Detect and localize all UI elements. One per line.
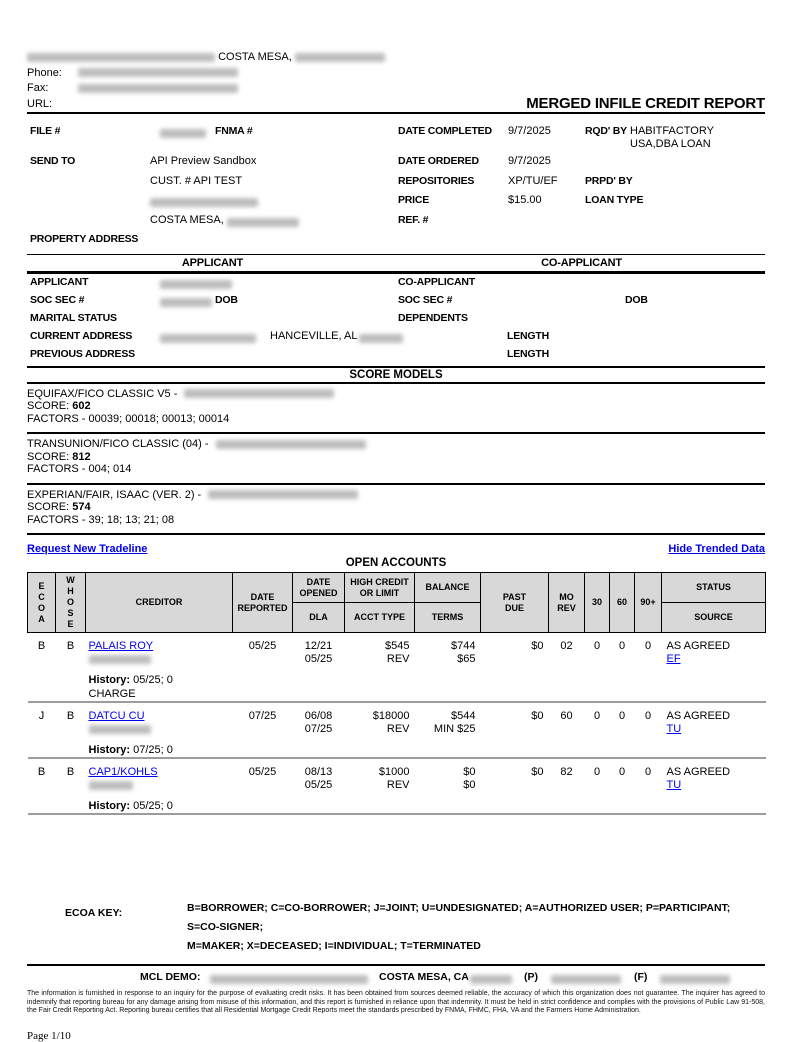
prpd-by-label: PRPD' BY: [585, 174, 633, 187]
status-cell: [662, 758, 766, 792]
mcl-demo-label: MCL DEMO:: [140, 971, 201, 983]
score-model-line: [27, 388, 765, 401]
acct-type-value: REV: [386, 779, 410, 791]
whose-value: B: [66, 640, 75, 652]
previous-address-label: PREVIOUS ADDRESS: [30, 347, 135, 360]
history-row: [28, 736, 766, 758]
creditor-link[interactable]: PALAIS ROY: [88, 640, 154, 652]
history-value: 07/25; 0: [133, 744, 173, 756]
phone-label: Phone:: [27, 66, 62, 79]
history-label: History:: [88, 674, 131, 686]
price-label: PRICE: [398, 194, 430, 206]
table-row: [28, 633, 766, 667]
status-cell: [662, 633, 766, 667]
date-completed-value: 9/7/2025: [508, 125, 551, 137]
loan-type-label: LOAN TYPE: [585, 194, 644, 206]
terms-value: $0: [463, 779, 476, 791]
whose-value: B: [66, 766, 75, 778]
length-label-current: LENGTH: [507, 329, 549, 342]
file-number-label: FILE #: [30, 125, 61, 137]
letterhead-city: COSTA MESA,: [218, 51, 292, 63]
redacted-applicant-id: [208, 490, 358, 499]
date-opened-dla-cell: [293, 702, 345, 736]
redacted-send-to-state-zip: [227, 218, 299, 227]
soc-sec-row: [27, 292, 765, 310]
source-link[interactable]: TU: [666, 723, 682, 735]
marital-status-row: [27, 310, 765, 328]
high-credit-value: $545: [385, 640, 410, 652]
account-row-datcu-cu: [28, 702, 766, 758]
redacted-mcl-fax: [660, 975, 730, 984]
send-to-name: API Preview Sandbox: [150, 155, 257, 167]
history-cell: [86, 792, 766, 814]
creditor-cell: [86, 758, 233, 792]
repositories-label: REPOSITORIES: [398, 174, 475, 187]
soc-sec-label: SOC SEC #: [30, 293, 85, 306]
redacted-account-number: [89, 725, 151, 734]
property-address-row: [27, 231, 765, 251]
disclaimer-text: The information is furnished in response to an inquiry for the purpose of evaluating credit risks. It has been obtained from sources deemed reliable, the accuracy of which this organization does not guarantee. The inquirer has agreed to indemnify that reporting bureau for any damage arising from misuse of this information, and this report is furnished in reliance upon that indemnity. It must be held in strict confidence and complies with the provisions of Public Law 91-508, the Fair Credit Reporting Act. Reporting bureau certifies that all Residential Mortgage Credit Reports meet the standards prescribed by FNMA, FHMC, FHA, VA and the Farmers Home Administration.: [27, 990, 765, 1015]
score-block-experian: [27, 485, 765, 534]
balance-cell: [415, 702, 481, 736]
rqd-by-label: RQD' BY: [585, 125, 627, 137]
ecoa-key-line-2: M=MAKER; X=DECEASED; I=INDIVIDUAL; T=TERMINATED: [187, 940, 481, 952]
redacted-street-address: [27, 53, 215, 62]
score-line: [27, 501, 765, 514]
whose-value: B: [66, 710, 75, 722]
applicant-name-row: [27, 274, 765, 292]
history-label: History:: [88, 744, 131, 756]
late-30-value: 0: [593, 710, 601, 722]
late-30-value: 0: [593, 640, 601, 652]
score-value: 812: [72, 450, 91, 463]
date-opened-value: 12/21: [304, 640, 333, 652]
header-source: SOURCE: [662, 603, 766, 633]
url-label: URL:: [27, 97, 53, 110]
terms-value: $65: [457, 653, 476, 665]
redacted-send-to-street: [150, 198, 258, 207]
ecoa-key-line-1: B=BORROWER; C=CO-BORROWER; J=JOINT; U=UNDESIGNATED; A=AUTHORIZED USER; P=PARTICIPANT; S=CO-SIGNER;: [187, 902, 731, 933]
high-credit-cell: [345, 702, 415, 736]
send-to-label: SEND TO: [30, 155, 76, 167]
score-model-line: [27, 438, 765, 451]
send-to-city: COSTA MESA,: [150, 213, 224, 226]
score-model-line: [27, 489, 765, 502]
late-60-value: 0: [618, 640, 626, 652]
late-90-value: 0: [644, 766, 652, 778]
redacted-mcl-zip: [470, 975, 512, 984]
past-due-value: $0: [531, 766, 544, 778]
current-address-city: HANCEVILLE, AL: [270, 329, 358, 342]
balance-value: $744: [451, 640, 476, 652]
ecoa-value: J: [38, 710, 45, 722]
high-credit-value: $1000: [378, 766, 410, 778]
balance-cell: [415, 633, 481, 667]
co-applicant-label: CO-APPLICANT: [398, 275, 475, 288]
history-value: 05/25; 0: [133, 800, 173, 812]
header-high-credit: HIGH CREDIT OR LIMIT: [345, 573, 415, 603]
score-model-name: EXPERIAN/FAIR, ISAAC (VER. 2) -: [27, 488, 202, 501]
ecoa-key-section: [27, 899, 765, 956]
redacted-fax: [78, 84, 238, 93]
redacted-soc-sec: [160, 298, 212, 307]
redacted-mcl-phone: [551, 975, 621, 984]
letterhead-phone-line: [27, 66, 765, 82]
send-to-cust: CUST. # API TEST: [150, 174, 243, 187]
terms-value: MIN $25: [433, 723, 476, 735]
factors-line: FACTORS - 39; 18; 13; 21; 08: [27, 513, 175, 526]
page-number: Page 1/10: [27, 1029, 71, 1042]
date-ordered-label: DATE ORDERED: [398, 155, 479, 167]
late-90-value: 0: [644, 710, 652, 722]
score-model-name: TRANSUNION/FICO CLASSIC (04) -: [27, 438, 209, 450]
redacted-applicant-name: [160, 280, 232, 289]
date-reported-value: 05/25: [248, 766, 277, 778]
mcl-phone-label: (P): [524, 971, 538, 983]
open-accounts-title: OPEN ACCOUNTS: [345, 557, 447, 569]
previous-address-row: [27, 346, 765, 364]
header-balance: BALANCE: [415, 573, 481, 603]
history-cell: [86, 736, 766, 758]
ecoa-key-text: [187, 899, 765, 956]
divider-under-title: [27, 112, 765, 114]
history-label: History:: [88, 800, 131, 812]
header-date-opened: DATE OPENED: [293, 573, 345, 603]
redacted-current-street: [160, 334, 256, 343]
score-value: 602: [72, 400, 91, 412]
past-due-value: $0: [531, 710, 544, 722]
date-ordered-value: 9/7/2025: [508, 155, 551, 167]
status-value: AS AGREED: [666, 710, 731, 722]
dla-value: 05/25: [304, 653, 333, 665]
property-address-label: PROPERTY ADDRESS: [30, 233, 139, 245]
letterhead: [27, 50, 765, 112]
acct-type-value: REV: [386, 653, 410, 665]
applicant-label: APPLICANT: [30, 275, 89, 288]
letterhead-address-line: [27, 50, 765, 66]
tradeline-links-row: [27, 541, 765, 556]
date-opened-value: 06/08: [304, 710, 333, 722]
date-reported-value: 07/25: [248, 710, 277, 722]
history-row: [28, 792, 766, 814]
header-date-reported: DATE REPORTED: [233, 573, 293, 633]
history-value: 05/25; 0: [133, 674, 173, 686]
mcl-fax-label: (F): [634, 971, 648, 983]
redacted-account-number: [89, 781, 133, 790]
footer-divider: [27, 964, 765, 966]
redacted-applicant-id: [184, 389, 334, 398]
history-cell: [86, 666, 766, 702]
source-link[interactable]: EF: [666, 653, 681, 665]
date-reported-value: 05/25: [248, 640, 277, 652]
ecoa-value: B: [37, 640, 46, 652]
header-60: 60: [610, 573, 635, 633]
date-completed-label: DATE COMPLETED: [398, 125, 492, 137]
open-accounts-table: [27, 572, 766, 815]
file-info-row: [27, 123, 765, 153]
header-creditor: CREDITOR: [86, 573, 233, 633]
ecoa-value: B: [37, 766, 46, 778]
redacted-current-zip: [359, 334, 403, 343]
header-whose: WHOSE: [56, 573, 86, 633]
account-row-palais-roy: [28, 633, 766, 703]
mcl-city-state: COSTA MESA, CA: [379, 971, 469, 983]
marital-status-label: MARITAL STATUS: [30, 311, 117, 324]
score-model-name: EQUIFAX/FICO CLASSIC V5 -: [27, 387, 178, 400]
score-label: SCORE:: [27, 400, 70, 412]
mo-rev-value: 60: [560, 710, 573, 722]
high-credit-cell: [345, 758, 415, 792]
redacted-phone: [78, 68, 238, 77]
dla-value: 05/25: [304, 779, 333, 791]
late-30-value: 0: [593, 766, 601, 778]
date-opened-dla-cell: [293, 633, 345, 667]
ref-label: REF. #: [398, 213, 429, 226]
mo-rev-value: 82: [560, 766, 573, 778]
mcl-demo-row: [27, 970, 765, 987]
late-60-value: 0: [618, 766, 626, 778]
applicant-section-header: [27, 255, 765, 271]
applicant-header: APPLICANT: [181, 256, 244, 269]
score-models-header: SCORE MODELS: [349, 368, 443, 381]
redacted-file-number: [160, 129, 206, 138]
score-label: SCORE:: [27, 501, 70, 513]
redacted-state-zip: [295, 53, 385, 62]
header-30: 30: [585, 573, 610, 633]
creditor-cell: [86, 702, 233, 736]
co-applicant-header: CO-APPLICANT: [541, 256, 622, 269]
balance-value: $0: [463, 766, 476, 778]
redacted-mcl-address: [210, 975, 368, 984]
balance-cell: [415, 758, 481, 792]
creditor-link[interactable]: CAP1/KOHLS: [88, 766, 158, 778]
status-cell: [662, 702, 766, 736]
report-title: MERGED INFILE CREDIT REPORT: [526, 94, 765, 112]
creditor-link[interactable]: DATCU CU: [88, 710, 145, 722]
header-acct-type: ACCT TYPE: [345, 603, 415, 633]
table-row: [28, 758, 766, 792]
factors-line: FACTORS - 00039; 00018; 00013; 00014: [27, 412, 230, 425]
fnma-label: FNMA #: [215, 125, 253, 137]
send-to-row-4: [27, 212, 765, 232]
open-accounts-header: [28, 573, 766, 633]
current-address-row: [27, 328, 765, 346]
price-value: $15.00: [508, 194, 542, 206]
current-address-label: CURRENT ADDRESS: [30, 329, 133, 342]
history-row: [28, 666, 766, 702]
account-row-cap1-kohls: [28, 758, 766, 814]
table-row: [28, 702, 766, 736]
dependents-label: DEPENDENTS: [398, 311, 468, 324]
source-link[interactable]: TU: [666, 779, 682, 791]
high-credit-cell: [345, 633, 415, 667]
mo-rev-value: 02: [560, 640, 573, 652]
score-block-transunion: [27, 434, 765, 483]
header-90: 90+: [635, 573, 662, 633]
late-90-value: 0: [644, 640, 652, 652]
score-block-equifax: [27, 384, 765, 433]
redacted-account-number: [89, 655, 151, 664]
status-value: AS AGREED: [666, 640, 731, 652]
dla-value: 07/25: [304, 723, 333, 735]
fax-label: Fax:: [27, 82, 49, 94]
send-to-row-2: [27, 173, 765, 193]
score-label: SCORE:: [27, 450, 70, 463]
header-past-due: PAST DUE: [481, 573, 549, 633]
rqd-by-value: HABITFACTORY USA,DBA LOAN: [630, 125, 714, 150]
history-note: CHARGE: [88, 688, 136, 700]
length-label-previous: LENGTH: [507, 347, 549, 360]
balance-value: $544: [451, 710, 476, 722]
date-opened-value: 08/13: [304, 766, 333, 778]
high-credit-value: $18000: [372, 710, 410, 722]
send-to-row-3: [27, 192, 765, 212]
status-value: AS AGREED: [666, 766, 731, 778]
past-due-value: $0: [531, 640, 544, 652]
request-new-tradeline-link[interactable]: Request New Tradeline: [27, 542, 148, 555]
repositories-value: XP/TU/EF: [508, 174, 558, 187]
hide-trended-data-link[interactable]: Hide Trended Data: [668, 542, 765, 555]
co-soc-sec-label: SOC SEC #: [398, 293, 453, 306]
factors-line: FACTORS - 004; 014: [27, 463, 132, 475]
header-status: STATUS: [662, 573, 766, 603]
header-ecoa: ECOA: [28, 573, 56, 633]
header-dla: DLA: [293, 603, 345, 633]
late-60-value: 0: [618, 710, 626, 722]
ecoa-key-label: ECOA KEY:: [65, 907, 123, 919]
send-to-row-1: [27, 153, 765, 173]
header-mo-rev: MO REV: [549, 573, 585, 633]
co-dob-label: DOB: [625, 293, 648, 306]
date-opened-dla-cell: [293, 758, 345, 792]
redacted-applicant-id: [216, 440, 366, 449]
header-terms: TERMS: [415, 603, 481, 633]
acct-type-value: REV: [386, 723, 410, 735]
score-line: [27, 451, 765, 464]
score-divider-bottom: [27, 533, 765, 535]
dob-label: DOB: [215, 293, 238, 306]
score-line: [27, 400, 765, 413]
creditor-cell: [86, 633, 233, 667]
score-value: 574: [72, 501, 91, 513]
